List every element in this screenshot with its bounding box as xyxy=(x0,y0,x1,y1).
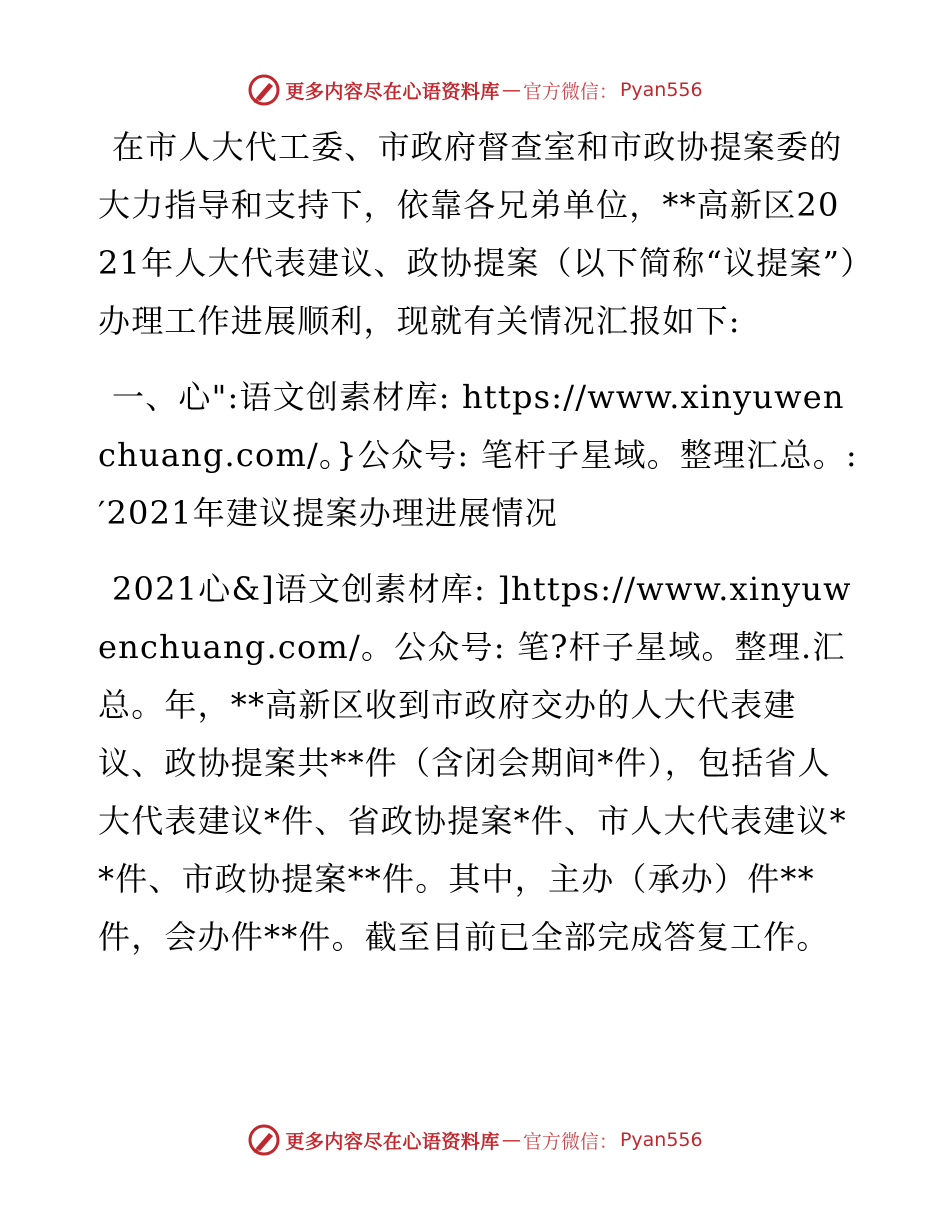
header-banner-title: 更多内容尽在心语资料库 xyxy=(285,80,500,103)
header-banner-dash: — xyxy=(501,79,521,101)
paragraph-section-heading: 一、心":语文创素材库: https://www.xinyuwenchuang.com/。}公众号: 笔杆子星域。整理汇总。:′2021年建议提案办理进展情况 xyxy=(98,378,858,532)
footer-banner xyxy=(0,1120,950,1160)
header-banner xyxy=(0,70,950,110)
footer-banner-wechat-id: Pyan556 xyxy=(619,1129,703,1151)
document-body xyxy=(98,118,858,966)
pen-circle-logo-icon xyxy=(247,1123,281,1157)
paragraph-gap xyxy=(98,542,858,560)
footer-banner-wechat-label: 官方微信： xyxy=(522,1130,618,1153)
footer-banner-dash: — xyxy=(501,1129,521,1151)
header-banner-wechat-label: 官方微信： xyxy=(522,80,618,103)
paragraph-progress: 2021心&]语文创素材库: ]https://www.xinyuwenchuang.com/。公众号: 笔?杆子星域。整理.汇总。年，**高新区收到市政府交办的人大代表建议、政协提案共**件（含闭会期间*件），包括省人大代表建议*件、省政协提案*件、市人大代表建议**件、市政协提案**件。其中，主办（承办）件**件，会办件**件。截至目前已全部完成答复工作。 xyxy=(98,570,852,956)
footer-banner-title: 更多内容尽在心语资料库 xyxy=(285,1130,500,1153)
header-banner-wechat-id: Pyan556 xyxy=(619,79,703,101)
pen-circle-logo-icon xyxy=(247,73,281,107)
paragraph-intro: 在市人大代工委、市政府督查室和市政协提案委的大力指导和支持下，依靠各兄弟单位，**高新区2021年人大代表建议、政协提案（以下简称“议提案”）办理工作进展顺利，现就有关情况汇报如下: xyxy=(98,128,858,340)
paragraph-gap xyxy=(98,350,858,368)
